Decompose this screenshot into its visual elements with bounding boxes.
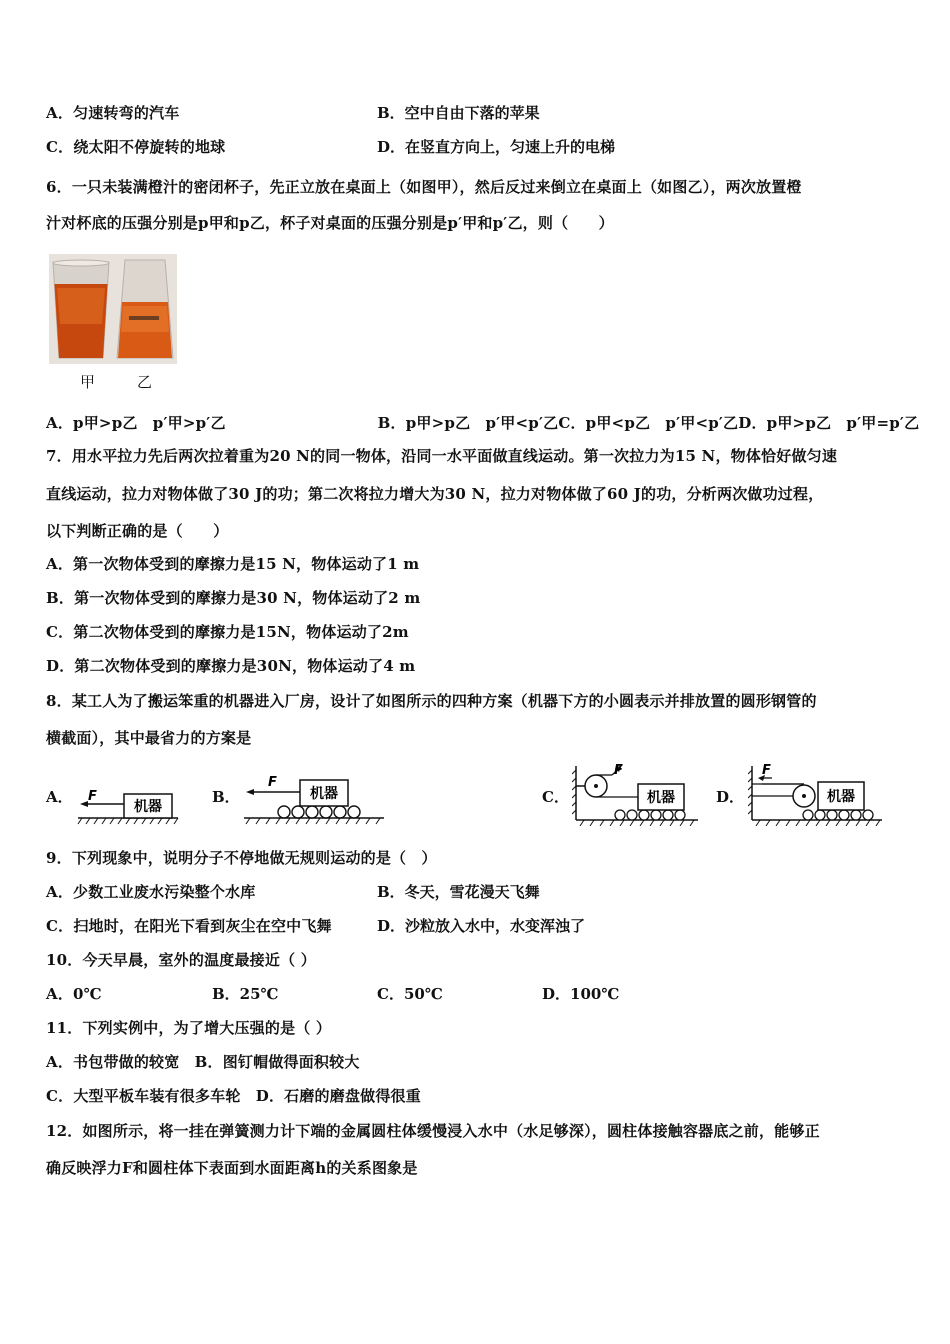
q12-stem-line2: 确反映浮力F和圆柱体下表面到水面距离h的关系图象是 bbox=[46, 1159, 418, 1177]
q11-stem: 11．下列实例中，为了增大压强的是（ ） bbox=[46, 1019, 332, 1037]
q8-b-machine-text: 机器 bbox=[310, 786, 338, 802]
q8-label-d: D． bbox=[716, 788, 745, 806]
q7-option-d: D．第二次物体受到的摩擦力是30N，物体运动了4 m bbox=[46, 657, 416, 675]
q8-d-force-text: F bbox=[762, 763, 771, 778]
q6-label-yi: 乙 bbox=[137, 373, 153, 391]
q8-c-force-text: F bbox=[614, 763, 623, 778]
q7-option-b: B．第一次物体受到的摩擦力是30 N，物体运动了2 m bbox=[46, 589, 421, 607]
q8-d-machine-text: 机器 bbox=[827, 789, 855, 805]
q6-stem-line2: 汁对杯底的压强分别是p甲和p乙，杯子对桌面的压强分别是p′甲和p′乙，则（ ） bbox=[46, 214, 614, 232]
q11-options-ab: A．书包带做的较宽 B．图钉帽做得面积较大 bbox=[46, 1053, 360, 1071]
q9-option-b: B．冬天，雪花漫天飞舞 bbox=[377, 883, 540, 901]
q8-figure-c bbox=[572, 760, 700, 830]
q10-option-c: C．50℃ bbox=[377, 985, 443, 1003]
q8-stem-line2: 横截面），其中最省力的方案是 bbox=[46, 729, 252, 747]
q12-stem-line1: 12．如图所示，将一挂在弹簧测力计下端的金属圆柱体缓慢浸入水中（水足够深），圆柱体接触容器底之前，能够正 bbox=[46, 1122, 820, 1140]
q5-option-b: B．空中自由下落的苹果 bbox=[377, 104, 540, 122]
q10-option-b: B．25℃ bbox=[212, 985, 279, 1003]
q11-options-cd: C．大型平板车装有很多车轮 D．石磨的磨盘做得很重 bbox=[46, 1087, 421, 1105]
q7-stem-line3: 以下判断正确的是（ ） bbox=[46, 522, 229, 540]
q8-label-c: C． bbox=[542, 788, 569, 806]
q6-cups-photo bbox=[49, 254, 177, 368]
q9-option-d: D．沙粒放入水中，水变浑浊了 bbox=[377, 917, 586, 935]
q5-option-d: D．在竖直方向上，匀速上升的电梯 bbox=[377, 138, 616, 156]
q8-figure-a bbox=[76, 780, 180, 830]
q8-label-a: A． bbox=[46, 788, 73, 806]
q6-options: A．p甲>p乙 p′甲>p′乙 B．p甲>p乙 p′甲<p′乙C．p甲<p乙 p′甲<p′乙D．p甲>p乙 p′甲=p′乙 bbox=[46, 414, 920, 432]
q8-figure-b bbox=[242, 770, 386, 830]
q8-b-force-text: F bbox=[268, 775, 277, 790]
q7-option-c: C．第二次物体受到的摩擦力是15N，物体运动了2m bbox=[46, 623, 409, 641]
q8-stem-line1: 8．某工人为了搬运笨重的机器进入厂房，设计了如图所示的四种方案（机器下方的小圆表示并排放置的圆形钢管的 bbox=[46, 692, 817, 710]
q5-option-c: C．绕太阳不停旋转的地球 bbox=[46, 138, 226, 156]
q9-stem: 9．下列现象中，说明分子不停地做无规则运动的是（ ） bbox=[46, 849, 437, 867]
q5-option-a: A．匀速转弯的汽车 bbox=[46, 104, 180, 122]
q6-label-jia: 甲 bbox=[80, 373, 96, 391]
q6-stem-line1: 6．一只未装满橙汁的密闭杯子，先正立放在桌面上（如图甲），然后反过来倒立在桌面上（如图乙），两次放置橙 bbox=[46, 178, 802, 196]
q8-label-b: B． bbox=[212, 788, 240, 806]
q9-option-c: C．扫地时，在阳光下看到灰尘在空中飞舞 bbox=[46, 917, 332, 935]
q7-option-a: A．第一次物体受到的摩擦力是15 N，物体运动了1 m bbox=[46, 555, 420, 573]
q10-option-a: A．0℃ bbox=[46, 985, 102, 1003]
q10-option-d: D．100℃ bbox=[542, 985, 620, 1003]
q8-a-force-text: F bbox=[88, 789, 97, 804]
q10-stem: 10．今天早晨，室外的温度最接近（ ） bbox=[46, 951, 316, 969]
q8-a-machine-text: 机器 bbox=[134, 799, 162, 815]
q8-figure-d bbox=[748, 760, 884, 830]
q7-stem-line2: 直线运动，拉力对物体做了30 J的功；第二次将拉力增大为30 N，拉力对物体做了60 J的功，分析两次做功过程， bbox=[46, 485, 824, 503]
q8-c-machine-text: 机器 bbox=[647, 790, 675, 806]
q7-stem-line1: 7．用水平拉力先后两次拉着重为20 N的同一物体，沿同一水平面做直线运动。第一次拉力为15 N，物体恰好做匀速 bbox=[46, 447, 838, 465]
q9-option-a: A．少数工业废水污染整个水库 bbox=[46, 883, 256, 901]
